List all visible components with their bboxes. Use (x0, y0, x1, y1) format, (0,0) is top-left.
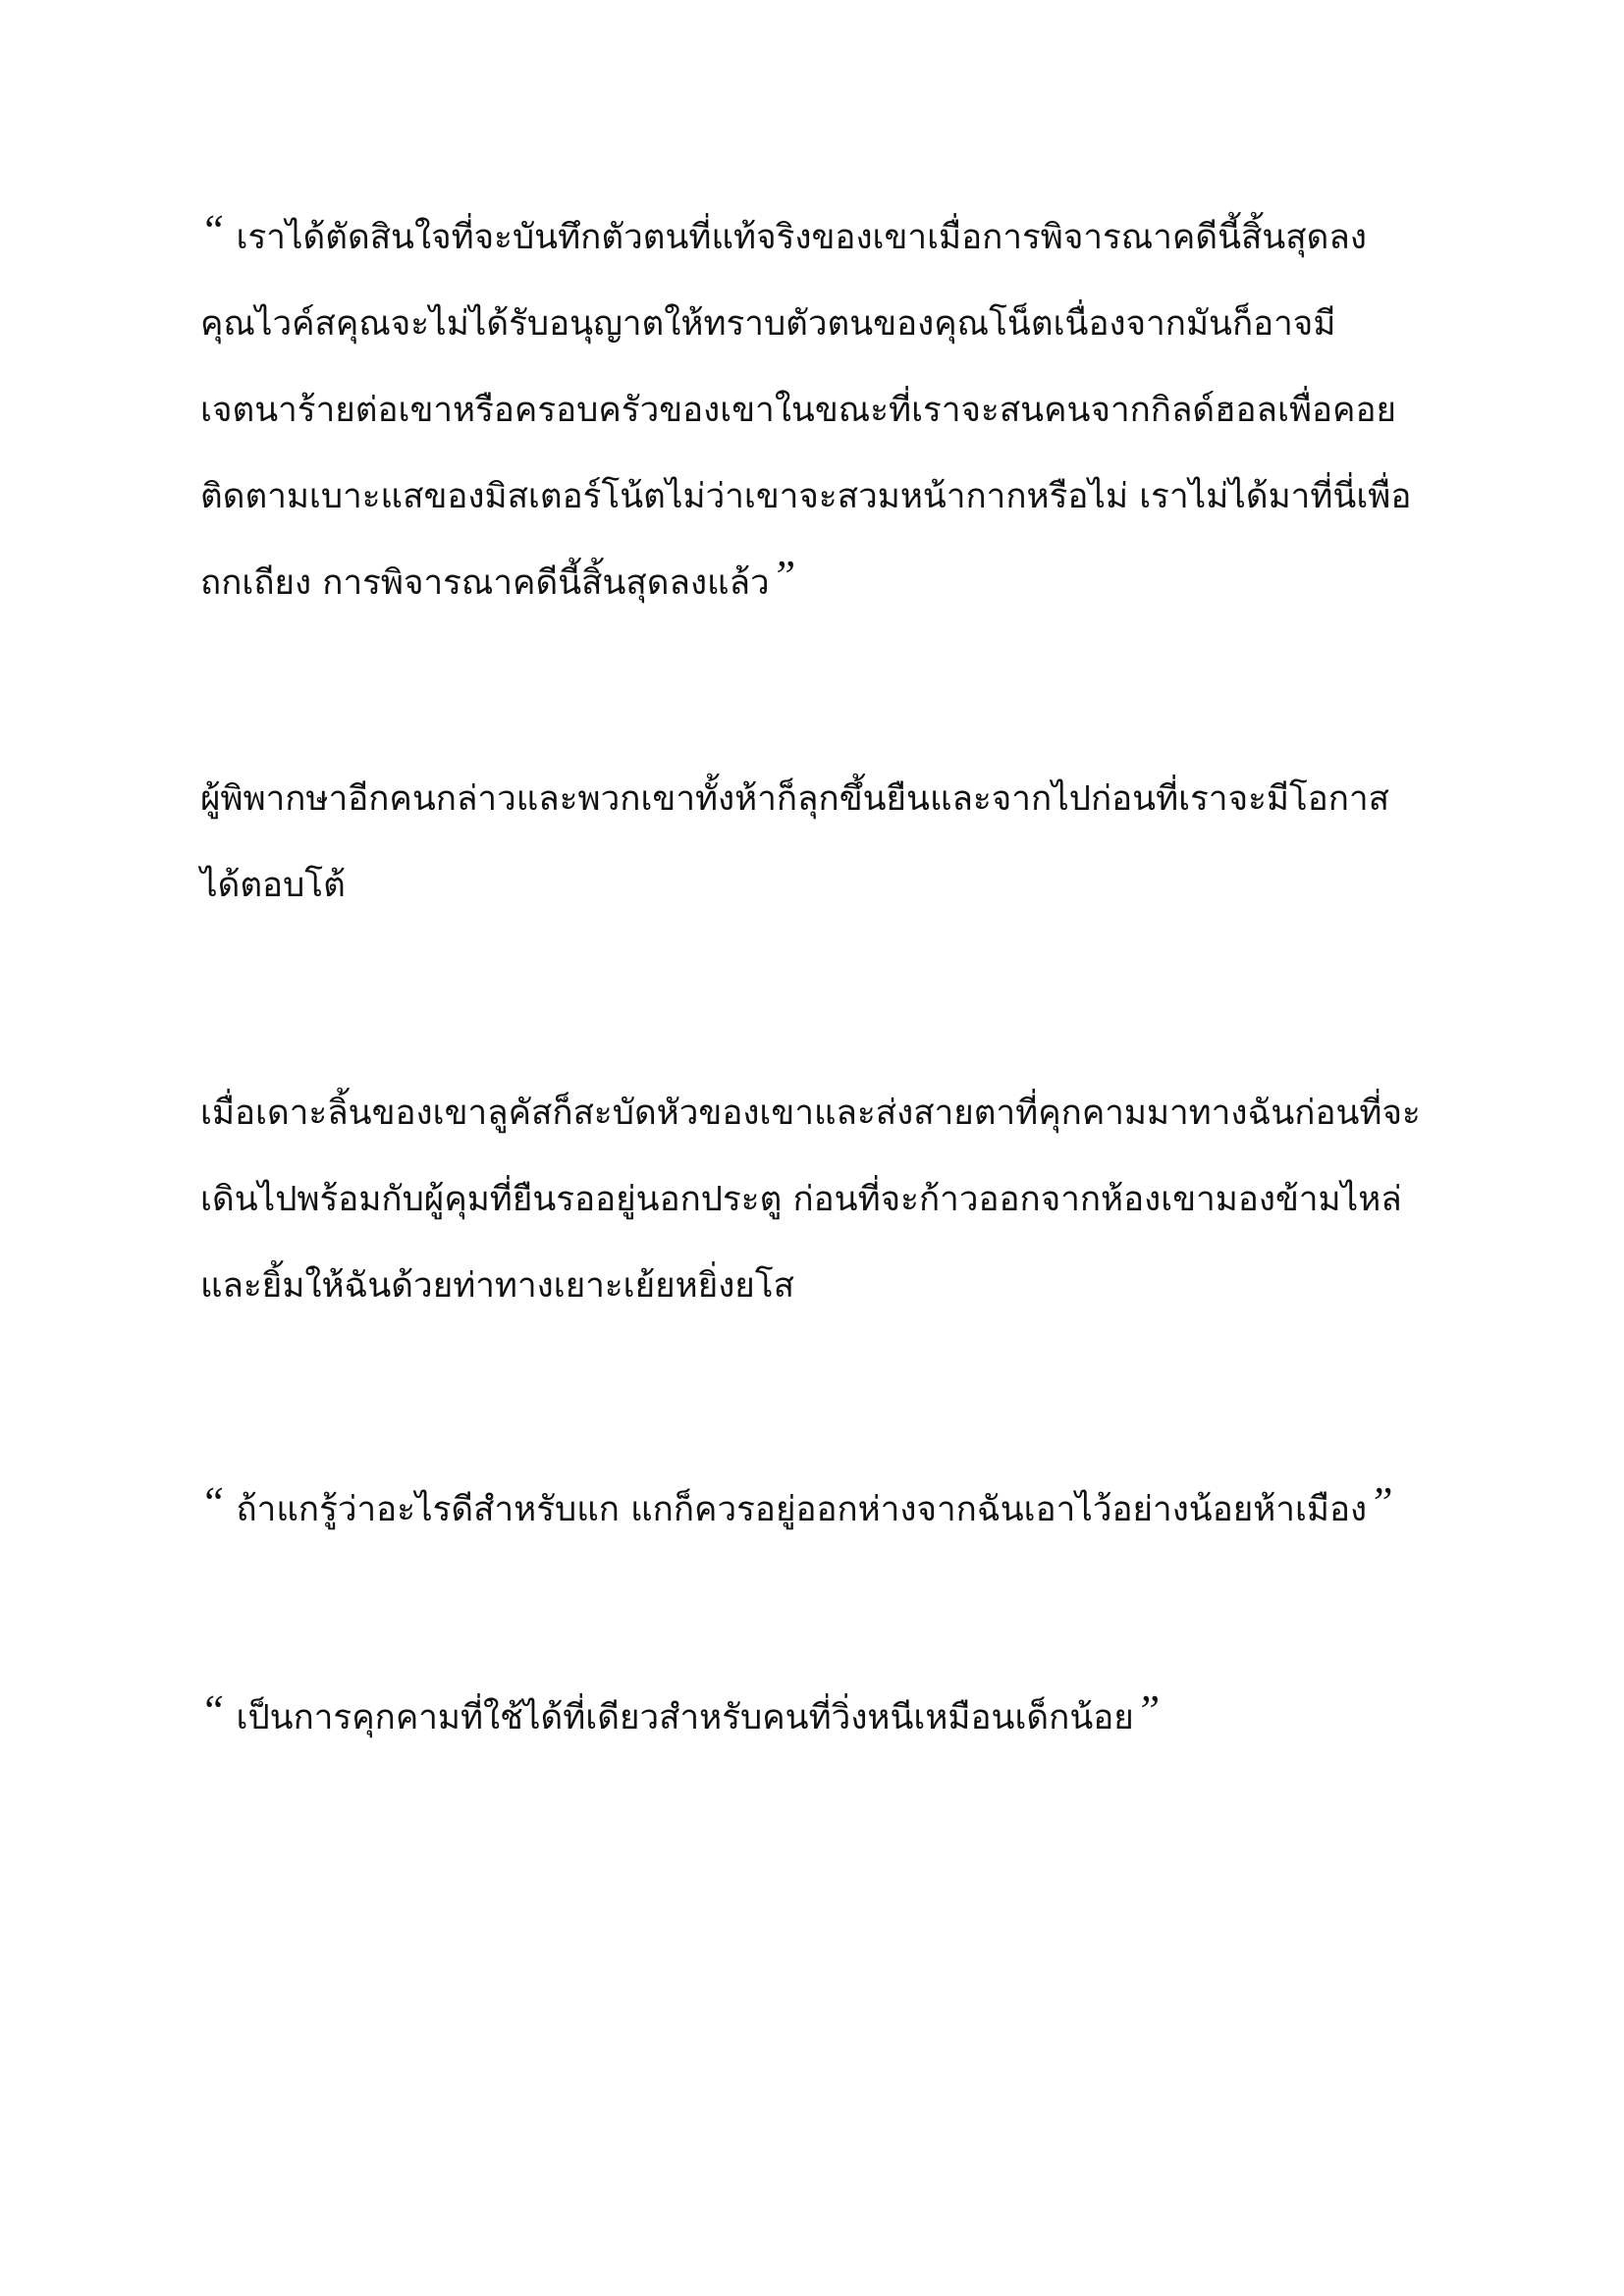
paragraph-judge-statement (200, 194, 1437, 626)
paragraph-reply (200, 1675, 1437, 1761)
paragraph-line (200, 540, 1437, 626)
paragraph-line: เมื่อเดาะลิ้นของเขาลูคัสก็สะบัดหัวของเขาและส่งสายตาที่คุกคามมาทางฉันก่อนที่จะ (200, 1094, 1421, 1133)
line-text: ถกเถียง การพิจารณาคดีนี้สิ้นสุดลงแล้ว (200, 563, 770, 603)
paragraph-line: คุณไวค์สคุณจะไม่ได้รับอนุญาตให้ทราบตัวตนของคุณโน็ตเนื่องจากมันก็อาจมี (200, 304, 1336, 344)
paragraph-line (200, 194, 1437, 281)
open-quote-mark: “ (200, 1478, 225, 1526)
open-quote-mark: “ (200, 1686, 225, 1735)
paragraph-line: ติดตามเบาะแสของมิสเตอร์โน้ตไม่ว่าเขาจะสวมหน้ากากหรือไม่ เราไม่ได้มาที่นี่เพื่อ (200, 477, 1412, 516)
paragraph-line: และยิ้มให้ฉันด้วยท่าทางเยาะเย้ยหยิ่งยโส (200, 1266, 794, 1306)
paragraph-judges-leave (200, 756, 1437, 929)
paragraph-lucas-exit (200, 1070, 1437, 1329)
close-quote-mark: ” (1369, 1478, 1393, 1526)
line-text: เป็นการคุกคามที่ใช้ได้ที่เดียวสำหรับคนที่วิ่งหนีเหมือนเด็กน้อย (236, 1698, 1134, 1737)
paragraph-line (200, 1467, 1437, 1553)
paragraph-lucas-threat (200, 1467, 1437, 1553)
paragraph-line: ผู้พิพากษาอีกคนกล่าวและพวกเขาทั้งห้าก็ลุกขึ้นยืนและจากไปก่อนที่เราจะมีโอกาส (200, 779, 1389, 819)
open-quote-mark: “ (200, 206, 225, 254)
paragraph-line: เดินไปพร้อมกับผู้คุมที่ยืนรออยู่นอกประตู ก่อนที่จะก้าวออกจากห้องเขามองข้ามไหล่ (200, 1180, 1402, 1219)
line-text: เราได้ตัดสินใจที่จะบันทึกตัวตนที่แท้จริงของเขาเมื่อการพิจารณาคดีนี้สิ้นสุดลง (236, 218, 1367, 257)
paragraph-line (200, 1675, 1437, 1761)
close-quote-mark: ” (1135, 1686, 1161, 1735)
paragraph-line: ได้ตอบโต้ (200, 866, 346, 905)
close-quote-mark: ” (771, 552, 796, 600)
paragraph-line: เจตนาร้ายต่อเขาหรือครอบครัวของเขาในขณะที่เราจะสนคนจากกิลด์ฮอลเพื่อคอย (200, 391, 1396, 430)
line-text: ถ้าแกรู้ว่าอะไรดีสำหรับแก แกก็ควรอยู่ออกห่างจากฉันเอาไว้อย่างน้อยห้าเมือง (236, 1490, 1368, 1529)
